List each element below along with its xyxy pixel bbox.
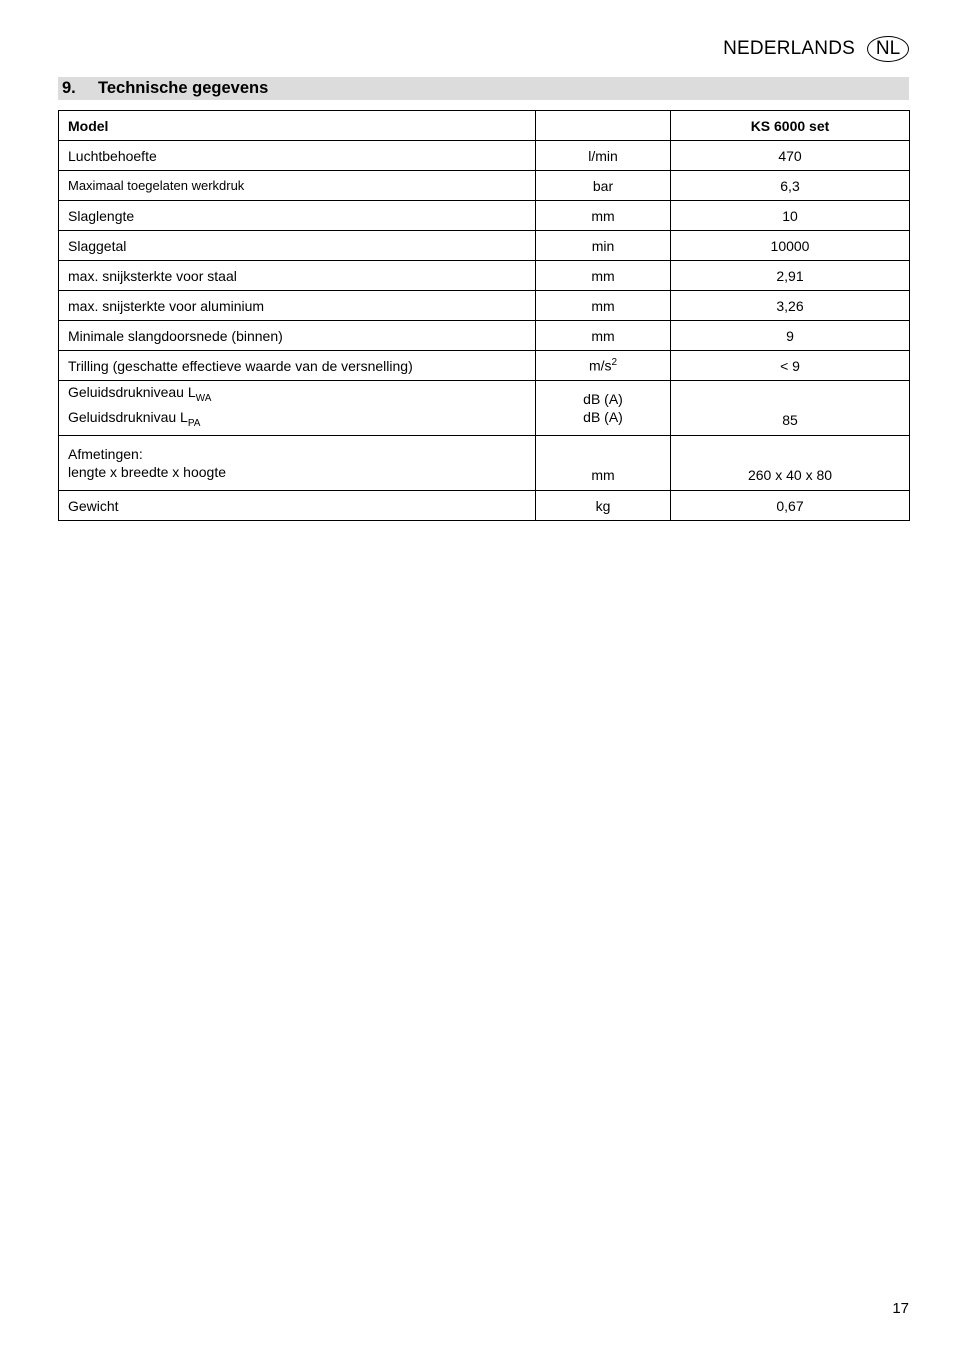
noise-value: 85 — [671, 381, 910, 436]
row-label: Luchtbehoefte — [59, 141, 536, 171]
noise-label-cell — [59, 381, 536, 436]
row-unit: kg — [536, 491, 671, 521]
row-unit: min — [536, 231, 671, 261]
dimensions-label-cell — [59, 436, 536, 491]
row-value: 3,26 — [671, 291, 910, 321]
technical-data-table — [58, 110, 910, 521]
header-label-cell: Model — [59, 111, 536, 141]
row-value: 470 — [671, 141, 910, 171]
table-row — [59, 201, 910, 231]
dimensions-unit: mm — [536, 436, 671, 491]
noise-unit-lwa: dB (A) — [583, 391, 623, 407]
row-unit: bar — [536, 171, 671, 201]
dimensions-sublabel: lengte x breedte x hoogte — [68, 464, 227, 480]
language-header — [723, 36, 909, 62]
header-model-cell: KS 6000 set — [671, 111, 910, 141]
row-unit: mm — [536, 201, 671, 231]
table-row — [59, 491, 910, 521]
row-label: max. snijsterkte voor aluminium — [59, 291, 536, 321]
row-unit — [536, 351, 671, 381]
table-row — [59, 261, 910, 291]
header-unit-cell — [536, 111, 671, 141]
table-row-dimensions — [59, 436, 910, 491]
row-label: Minimale slangdoorsnede (binnen) — [59, 321, 536, 351]
row-label: Trilling (geschatte effectieve waarde van de versnelling) — [59, 351, 536, 381]
section-number: 9. — [62, 79, 76, 97]
noise-label-lwa — [68, 383, 526, 408]
row-label: max. snijksterkte voor staal — [59, 261, 536, 291]
row-label: Slaglengte — [59, 201, 536, 231]
row-value: < 9 — [671, 351, 910, 381]
row-unit: mm — [536, 291, 671, 321]
noise-label-subscript: WA — [195, 393, 212, 404]
row-label: Maximaal toegelaten werkdruk — [59, 171, 536, 201]
section-heading — [58, 77, 909, 100]
row-label: Gewicht — [59, 491, 536, 521]
row-value: 2,91 — [671, 261, 910, 291]
dimensions-label: Afmetingen: — [68, 446, 143, 462]
noise-unit-lpa: dB (A) — [583, 409, 623, 425]
row-value: 10000 — [671, 231, 910, 261]
unit-text: m/s — [588, 357, 612, 374]
unit-superscript: 2 — [611, 357, 618, 369]
table-header-row — [59, 111, 910, 141]
row-label: Slaggetal — [59, 231, 536, 261]
table-row-noise — [59, 381, 910, 436]
row-value: 10 — [671, 201, 910, 231]
dimensions-value: 260 x 40 x 80 — [671, 436, 910, 491]
row-value: 9 — [671, 321, 910, 351]
row-value: 0,67 — [671, 491, 910, 521]
section-title: Technische gegevens — [98, 79, 269, 97]
row-unit: mm — [536, 321, 671, 351]
row-unit: mm — [536, 261, 671, 291]
table-row — [59, 291, 910, 321]
page-number: 17 — [892, 1300, 909, 1317]
table-row — [59, 321, 910, 351]
table-row — [59, 171, 910, 201]
noise-label-text: Geluidsdruknivau L — [68, 409, 188, 425]
table-row — [59, 351, 910, 381]
noise-unit-cell — [536, 381, 671, 436]
language-name: NEDERLANDS — [723, 38, 855, 59]
table-row — [59, 141, 910, 171]
noise-label-subscript: PA — [187, 417, 201, 429]
row-unit: l/min — [536, 141, 671, 171]
table-row — [59, 231, 910, 261]
row-value: 6,3 — [671, 171, 910, 201]
noise-label-lpa — [68, 408, 526, 433]
noise-label-text: Geluidsdrukniveau L — [68, 384, 196, 401]
language-code-badge: NL — [867, 36, 909, 62]
